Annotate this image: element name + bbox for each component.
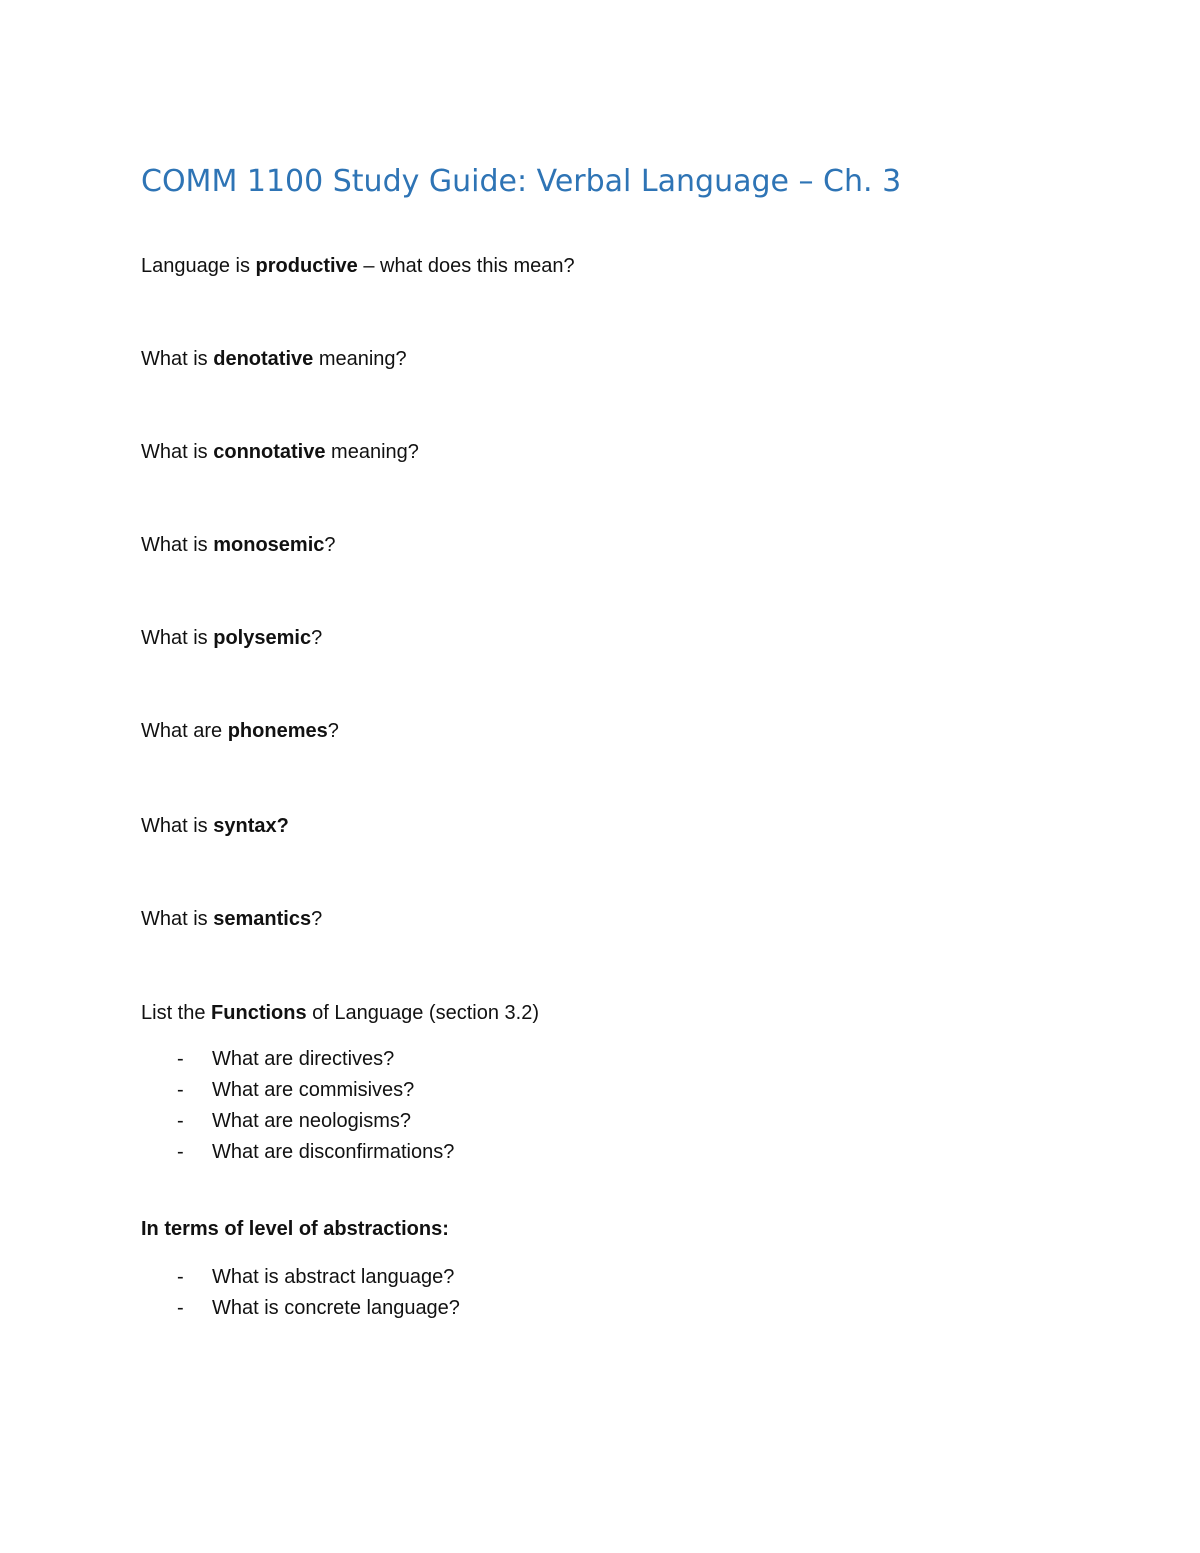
question-polysemic	[141, 624, 322, 652]
bullet-dash: -	[177, 1110, 184, 1132]
question-text: What is	[141, 348, 214, 370]
bullet-dash: -	[177, 1141, 184, 1163]
question-term: syntax?	[213, 815, 289, 837]
question-text: ?	[324, 534, 336, 556]
list-item-text: What are disconfirmations?	[212, 1141, 455, 1163]
question-productive	[141, 252, 575, 280]
question-syntax	[141, 812, 289, 840]
question-text: What is	[141, 534, 214, 556]
question-text: ?	[311, 627, 323, 649]
question-text: What is	[141, 627, 214, 649]
question-text: – what does this mean?	[357, 255, 575, 277]
question-term: In terms of level of abstractions:	[141, 1218, 449, 1240]
question-term: connotative	[213, 441, 326, 463]
question-text: Language is	[141, 255, 256, 277]
question-text: What is	[141, 908, 214, 930]
question-term: monosemic	[213, 534, 325, 556]
list-item-text: What is abstract language?	[212, 1266, 455, 1288]
question-term: denotative	[213, 348, 314, 370]
list-item-text: What are directives?	[212, 1048, 395, 1070]
question-text: meaning?	[313, 348, 407, 370]
functions-heading	[141, 999, 539, 1027]
question-text: ?	[327, 720, 339, 742]
question-text: List the	[141, 1002, 212, 1024]
question-denotative	[141, 345, 407, 373]
list-item-text: What is concrete language?	[212, 1297, 460, 1319]
bullet-dash: -	[177, 1266, 184, 1288]
bullet-dash: -	[177, 1079, 184, 1101]
question-term: phonemes	[227, 720, 328, 742]
question-semantics	[141, 905, 322, 933]
question-text: meaning?	[325, 441, 419, 463]
question-text: What are	[141, 720, 228, 742]
question-term: productive	[255, 255, 358, 277]
question-text: ?	[311, 908, 323, 930]
question-connotative	[141, 438, 419, 466]
question-text: What is	[141, 815, 214, 837]
question-phonemes	[141, 717, 339, 745]
question-text: of Language (section 3.2)	[306, 1002, 539, 1024]
bullet-dash: -	[177, 1048, 184, 1070]
list-item-text: What are neologisms?	[212, 1110, 411, 1132]
question-term: Functions	[211, 1002, 307, 1024]
abstraction-heading	[141, 1215, 449, 1243]
question-text: What is	[141, 441, 214, 463]
question-term: polysemic	[213, 627, 312, 649]
list-item-text: What are commisives?	[212, 1079, 415, 1101]
page-title: COMM 1100 Study Guide: Verbal Language – Ch. 3	[141, 164, 902, 199]
question-term: semantics	[213, 908, 312, 930]
question-monosemic	[141, 531, 336, 559]
bullet-dash: -	[177, 1297, 184, 1319]
